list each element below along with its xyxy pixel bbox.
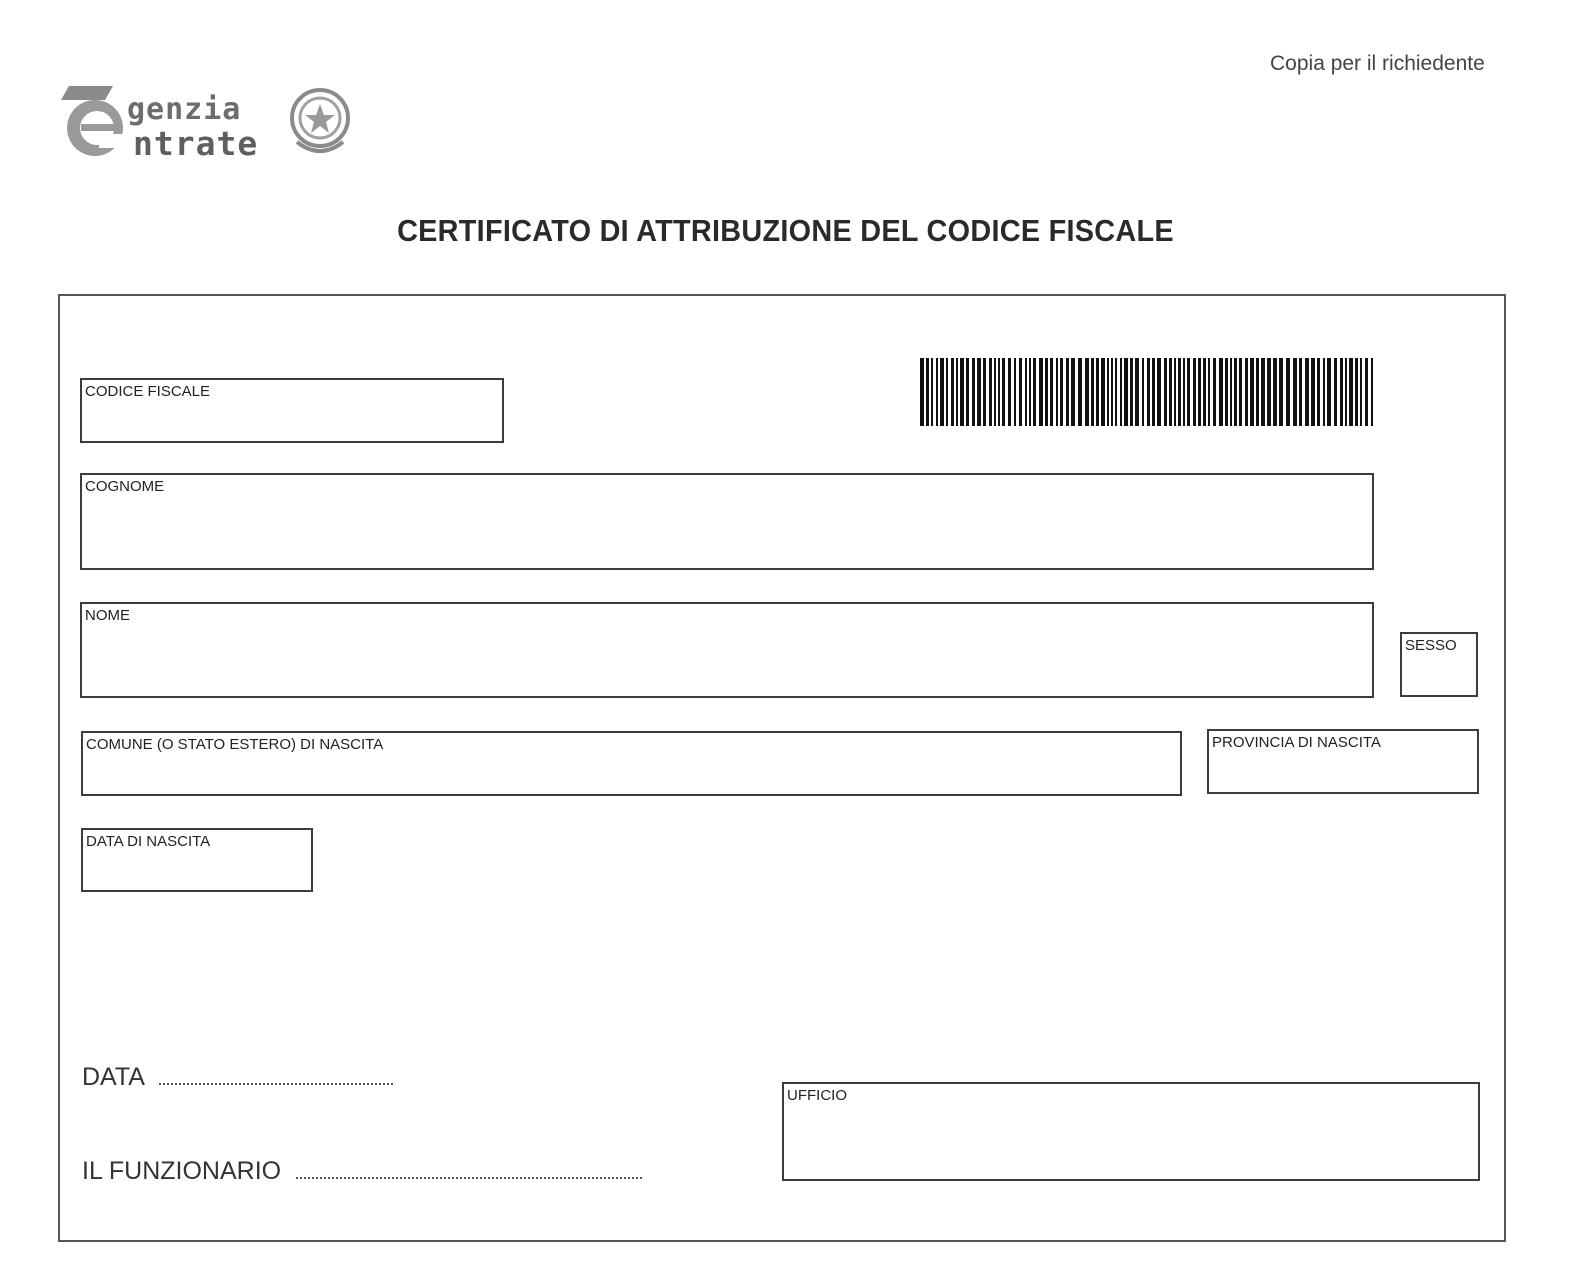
provincia-nascita-field[interactable] [1207,729,1479,794]
data-dotted-line [159,1073,393,1085]
codice-fiscale-field[interactable] [80,378,504,443]
sesso-field[interactable] [1400,632,1478,697]
provincia-nascita-label: PROVINCIA DI NASCITA [1212,734,1381,751]
data-nascita-field[interactable] [81,828,313,892]
barcode-icon [920,358,1376,426]
codice-fiscale-label: CODICE FISCALE [85,383,211,400]
data-nascita-label: DATA DI NASCITA [86,833,211,850]
data-line[interactable] [82,1063,393,1092]
comune-nascita-field[interactable] [81,731,1182,796]
copy-note: Copia per il richiedente [1270,52,1485,75]
logo-line2: ntrate [133,124,259,163]
logo-line1: genzia [127,92,242,127]
sesso-label: SESSO [1405,637,1457,654]
cognome-label: COGNOME [85,478,165,495]
document-title: CERTIFICATO DI ATTRIBUZIONE DEL CODICE FISCALE [397,213,1174,248]
funzionario-line[interactable] [82,1157,642,1186]
ufficio-label: UFFICIO [787,1087,847,1104]
funzionario-dotted-line [296,1167,642,1179]
data-label: DATA [82,1063,145,1091]
agenzia-entrate-logo [55,82,355,162]
funzionario-label: IL FUNZIONARIO [82,1157,282,1185]
italian-republic-emblem-icon [287,86,353,158]
comune-nascita-label: COMUNE (O STATO ESTERO) DI NASCITA [86,736,384,753]
ufficio-field[interactable] [782,1082,1480,1181]
agenzia-entrate-e-icon [55,82,135,160]
nome-field[interactable] [80,602,1374,698]
cognome-field[interactable] [80,473,1374,570]
nome-label: NOME [85,607,130,624]
